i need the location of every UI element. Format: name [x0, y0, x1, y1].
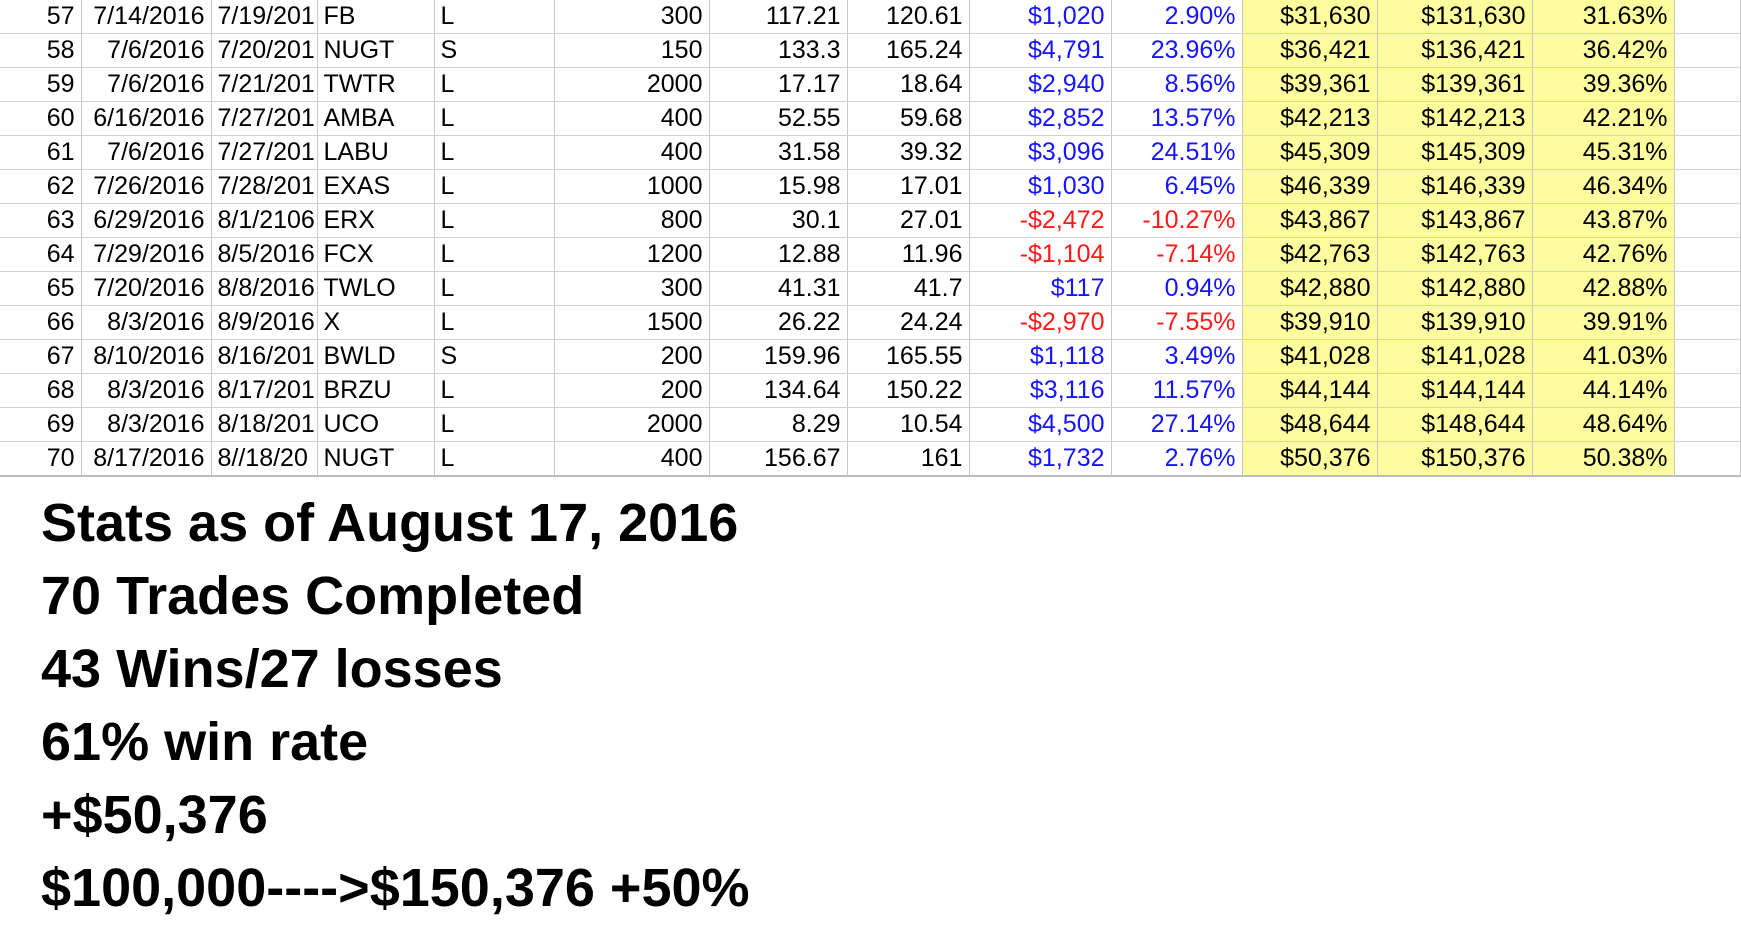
trade-number-cell[interactable]: 70 [0, 442, 81, 477]
trade-number-cell[interactable]: 68 [0, 374, 81, 408]
entry-date-cell[interactable]: 7/29/2016 [81, 238, 211, 272]
cumulative-percent-cell[interactable]: 50.38% [1532, 442, 1674, 477]
shares-cell[interactable]: 300 [554, 0, 709, 34]
empty-cell[interactable] [1674, 272, 1740, 306]
shares-cell[interactable]: 200 [554, 374, 709, 408]
entry-date-cell[interactable]: 8/10/2016 [81, 340, 211, 374]
percent-return-cell[interactable]: 27.14% [1111, 408, 1242, 442]
empty-cell[interactable] [1674, 102, 1740, 136]
entry-price-cell[interactable]: 159.96 [709, 340, 847, 374]
empty-cell[interactable] [1674, 306, 1740, 340]
percent-return-cell[interactable]: 0.94% [1111, 272, 1242, 306]
entry-price-cell[interactable]: 26.22 [709, 306, 847, 340]
symbol-cell[interactable]: LABU [317, 136, 434, 170]
empty-cell[interactable] [1674, 442, 1740, 477]
cumulative-profit-cell[interactable]: $46,339 [1242, 170, 1377, 204]
stats-date-line: Stats as of August 17, 2016 [41, 493, 739, 553]
exit-price-cell[interactable]: 11.96 [847, 238, 969, 272]
entry-date-cell[interactable]: 7/14/2016 [81, 0, 211, 34]
empty-cell[interactable] [1674, 340, 1740, 374]
cumulative-profit-cell[interactable]: $44,144 [1242, 374, 1377, 408]
percent-return-cell[interactable]: 24.51% [1111, 136, 1242, 170]
entry-date-cell[interactable]: 7/20/2016 [81, 272, 211, 306]
cumulative-profit-cell[interactable]: $39,910 [1242, 306, 1377, 340]
empty-cell[interactable] [1674, 204, 1740, 238]
table-row [0, 442, 1740, 477]
exit-price-cell[interactable]: 165.55 [847, 340, 969, 374]
profit-loss-cell[interactable]: $1,732 [969, 442, 1111, 477]
symbol-cell[interactable]: BWLD [317, 340, 434, 374]
profit-loss-cell[interactable]: $1,118 [969, 340, 1111, 374]
entry-price-cell[interactable]: 117.21 [709, 0, 847, 34]
account-balance-cell[interactable]: $144,144 [1377, 374, 1532, 408]
percent-return-cell[interactable]: 3.49% [1111, 340, 1242, 374]
account-balance-cell[interactable]: $131,630 [1377, 0, 1532, 34]
entry-date-cell[interactable]: 7/6/2016 [81, 68, 211, 102]
entry-price-cell[interactable]: 15.98 [709, 170, 847, 204]
exit-price-cell[interactable]: 27.01 [847, 204, 969, 238]
shares-cell[interactable]: 1500 [554, 306, 709, 340]
percent-return-cell[interactable]: 2.76% [1111, 442, 1242, 477]
cumulative-percent-cell[interactable]: 46.34% [1532, 170, 1674, 204]
trades-completed-line: 70 Trades Completed [41, 566, 585, 626]
side-cell[interactable]: S [434, 340, 554, 374]
side-cell[interactable]: L [434, 442, 554, 477]
symbol-cell[interactable]: FB [317, 0, 434, 34]
shares-cell[interactable]: 400 [554, 136, 709, 170]
shares-cell[interactable]: 1200 [554, 238, 709, 272]
side-cell[interactable]: L [434, 238, 554, 272]
percent-return-cell[interactable]: 11.57% [1111, 374, 1242, 408]
cumulative-percent-cell[interactable]: 39.91% [1532, 306, 1674, 340]
table-row [0, 68, 1740, 102]
cumulative-profit-cell[interactable]: $36,421 [1242, 34, 1377, 68]
exit-price-cell[interactable]: 10.54 [847, 408, 969, 442]
cumulative-profit-cell[interactable]: $45,309 [1242, 136, 1377, 170]
cumulative-profit-cell[interactable]: $48,644 [1242, 408, 1377, 442]
account-balance-cell[interactable]: $148,644 [1377, 408, 1532, 442]
shares-cell[interactable]: 400 [554, 442, 709, 477]
side-cell[interactable]: L [434, 272, 554, 306]
cumulative-profit-cell[interactable]: $43,867 [1242, 204, 1377, 238]
entry-date-cell[interactable]: 7/26/2016 [81, 170, 211, 204]
cumulative-percent-cell[interactable]: 39.36% [1532, 68, 1674, 102]
profit-loss-cell[interactable]: $2,940 [969, 68, 1111, 102]
exit-date-cell[interactable]: 7/20/201 [211, 34, 317, 68]
entry-date-cell[interactable]: 8/3/2016 [81, 374, 211, 408]
percent-return-cell[interactable]: 2.90% [1111, 0, 1242, 34]
side-cell[interactable]: L [434, 0, 554, 34]
account-balance-cell[interactable]: $142,213 [1377, 102, 1532, 136]
trade-number-cell[interactable]: 65 [0, 272, 81, 306]
side-cell[interactable]: L [434, 68, 554, 102]
exit-date-cell[interactable]: 8/9/2016 [211, 306, 317, 340]
exit-date-cell[interactable]: 7/27/201 [211, 136, 317, 170]
shares-cell[interactable]: 300 [554, 272, 709, 306]
symbol-cell[interactable]: UCO [317, 408, 434, 442]
exit-price-cell[interactable]: 24.24 [847, 306, 969, 340]
entry-date-cell[interactable]: 6/16/2016 [81, 102, 211, 136]
table-row [0, 34, 1740, 68]
trade-number-cell[interactable]: 57 [0, 0, 81, 34]
profit-loss-cell[interactable]: -$2,970 [969, 306, 1111, 340]
table-row [0, 170, 1740, 204]
entry-price-cell[interactable]: 30.1 [709, 204, 847, 238]
symbol-cell[interactable]: X [317, 306, 434, 340]
wins-losses-line: 43 Wins/27 losses [41, 639, 503, 699]
empty-cell[interactable] [1674, 34, 1740, 68]
exit-price-cell[interactable]: 17.01 [847, 170, 969, 204]
account-growth-line: $100,000---->$150,376 +50% [41, 858, 750, 918]
account-balance-cell[interactable]: $143,867 [1377, 204, 1532, 238]
cumulative-percent-cell[interactable]: 48.64% [1532, 408, 1674, 442]
symbol-cell[interactable]: BRZU [317, 374, 434, 408]
profit-loss-cell[interactable]: -$2,472 [969, 204, 1111, 238]
cumulative-percent-cell[interactable]: 42.88% [1532, 272, 1674, 306]
empty-cell[interactable] [1674, 238, 1740, 272]
win-rate-line: 61% win rate [41, 712, 369, 772]
entry-date-cell[interactable]: 8/17/2016 [81, 442, 211, 477]
account-balance-cell[interactable]: $139,361 [1377, 68, 1532, 102]
trade-number-cell[interactable]: 64 [0, 238, 81, 272]
symbol-cell[interactable]: AMBA [317, 102, 434, 136]
side-cell[interactable]: L [434, 306, 554, 340]
percent-return-cell[interactable]: 23.96% [1111, 34, 1242, 68]
entry-price-cell[interactable]: 31.58 [709, 136, 847, 170]
entry-date-cell[interactable]: 6/29/2016 [81, 204, 211, 238]
symbol-cell[interactable]: NUGT [317, 34, 434, 68]
account-balance-cell[interactable]: $142,880 [1377, 272, 1532, 306]
exit-date-cell[interactable]: 8/5/2016 [211, 238, 317, 272]
cumulative-profit-cell[interactable]: $42,763 [1242, 238, 1377, 272]
table-row [0, 340, 1740, 374]
shares-cell[interactable]: 2000 [554, 408, 709, 442]
cumulative-profit-cell[interactable]: $42,213 [1242, 102, 1377, 136]
entry-price-cell[interactable]: 52.55 [709, 102, 847, 136]
profit-loss-cell[interactable]: -$1,104 [969, 238, 1111, 272]
account-balance-cell[interactable]: $141,028 [1377, 340, 1532, 374]
percent-return-cell[interactable]: -10.27% [1111, 204, 1242, 238]
account-balance-cell[interactable]: $142,763 [1377, 238, 1532, 272]
entry-price-cell[interactable]: 41.31 [709, 272, 847, 306]
entry-date-cell[interactable]: 7/6/2016 [81, 136, 211, 170]
cumulative-profit-cell[interactable]: $50,376 [1242, 442, 1377, 477]
profit-loss-cell[interactable]: $4,500 [969, 408, 1111, 442]
account-balance-cell[interactable]: $146,339 [1377, 170, 1532, 204]
trade-number-cell[interactable]: 66 [0, 306, 81, 340]
empty-cell[interactable] [1674, 408, 1740, 442]
entry-price-cell[interactable]: 156.67 [709, 442, 847, 477]
exit-date-cell[interactable]: 7/21/201 [211, 68, 317, 102]
account-balance-cell[interactable]: $145,309 [1377, 136, 1532, 170]
exit-date-cell[interactable]: 7/27/201 [211, 102, 317, 136]
trade-number-cell[interactable]: 61 [0, 136, 81, 170]
side-cell[interactable]: L [434, 102, 554, 136]
cumulative-percent-cell[interactable]: 41.03% [1532, 340, 1674, 374]
shares-cell[interactable]: 800 [554, 204, 709, 238]
table-row [0, 272, 1740, 306]
empty-cell[interactable] [1674, 136, 1740, 170]
table-row [0, 306, 1740, 340]
exit-price-cell[interactable]: 18.64 [847, 68, 969, 102]
side-cell[interactable]: L [434, 136, 554, 170]
entry-date-cell[interactable]: 7/6/2016 [81, 34, 211, 68]
account-balance-cell[interactable]: $136,421 [1377, 34, 1532, 68]
exit-date-cell[interactable]: 8/1/2106 [211, 204, 317, 238]
total-profit-line: +$50,376 [41, 785, 268, 845]
entry-price-cell[interactable]: 134.64 [709, 374, 847, 408]
exit-date-cell[interactable]: 8/17/201 [211, 374, 317, 408]
percent-return-cell[interactable]: 8.56% [1111, 68, 1242, 102]
empty-cell[interactable] [1674, 170, 1740, 204]
profit-loss-cell[interactable]: $2,852 [969, 102, 1111, 136]
profit-loss-cell[interactable]: $3,096 [969, 136, 1111, 170]
cumulative-percent-cell[interactable]: 31.63% [1532, 0, 1674, 34]
exit-date-cell[interactable]: 8/16/201 [211, 340, 317, 374]
exit-price-cell[interactable]: 39.32 [847, 136, 969, 170]
side-cell[interactable]: L [434, 204, 554, 238]
trade-number-cell[interactable]: 63 [0, 204, 81, 238]
account-balance-cell[interactable]: $139,910 [1377, 306, 1532, 340]
trade-number-cell[interactable]: 62 [0, 170, 81, 204]
symbol-cell[interactable]: TWLO [317, 272, 434, 306]
entry-price-cell[interactable]: 17.17 [709, 68, 847, 102]
entry-date-cell[interactable]: 8/3/2016 [81, 306, 211, 340]
table-row [0, 204, 1740, 238]
shares-cell[interactable]: 400 [554, 102, 709, 136]
table-row [0, 102, 1740, 136]
empty-cell[interactable] [1674, 0, 1740, 34]
trade-number-cell[interactable]: 67 [0, 340, 81, 374]
table-row [0, 136, 1740, 170]
entry-date-cell[interactable]: 8/3/2016 [81, 408, 211, 442]
exit-price-cell[interactable]: 41.7 [847, 272, 969, 306]
entry-price-cell[interactable]: 133.3 [709, 34, 847, 68]
profit-loss-cell[interactable]: $1,030 [969, 170, 1111, 204]
trade-number-cell[interactable]: 69 [0, 408, 81, 442]
side-cell[interactable]: L [434, 170, 554, 204]
table-row [0, 0, 1740, 34]
exit-price-cell[interactable]: 165.24 [847, 34, 969, 68]
account-balance-cell[interactable]: $150,376 [1377, 442, 1532, 477]
cumulative-percent-cell[interactable]: 42.76% [1532, 238, 1674, 272]
exit-price-cell[interactable]: 161 [847, 442, 969, 477]
cumulative-percent-cell[interactable]: 42.21% [1532, 102, 1674, 136]
cumulative-profit-cell[interactable]: $31,630 [1242, 0, 1377, 34]
entry-price-cell[interactable]: 12.88 [709, 238, 847, 272]
empty-cell[interactable] [1674, 68, 1740, 102]
exit-date-cell[interactable]: 8/8/2016 [211, 272, 317, 306]
trades-table-body [0, 0, 1740, 476]
shares-cell[interactable]: 1000 [554, 170, 709, 204]
exit-price-cell[interactable]: 120.61 [847, 0, 969, 34]
exit-date-cell[interactable]: 8//18/20 [211, 442, 317, 477]
exit-date-cell[interactable]: 7/28/201 [211, 170, 317, 204]
cumulative-percent-cell[interactable]: 45.31% [1532, 136, 1674, 170]
shares-cell[interactable]: 200 [554, 340, 709, 374]
entry-price-cell[interactable]: 8.29 [709, 408, 847, 442]
table-row [0, 238, 1740, 272]
cumulative-percent-cell[interactable]: 36.42% [1532, 34, 1674, 68]
symbol-cell[interactable]: NUGT [317, 442, 434, 477]
percent-return-cell[interactable]: -7.55% [1111, 306, 1242, 340]
percent-return-cell[interactable]: -7.14% [1111, 238, 1242, 272]
side-cell[interactable]: L [434, 374, 554, 408]
profit-loss-cell[interactable]: $1,020 [969, 0, 1111, 34]
cumulative-profit-cell[interactable]: $41,028 [1242, 340, 1377, 374]
exit-date-cell[interactable]: 8/18/201 [211, 408, 317, 442]
profit-loss-cell[interactable]: $3,116 [969, 374, 1111, 408]
exit-price-cell[interactable]: 59.68 [847, 102, 969, 136]
profit-loss-cell[interactable]: $4,791 [969, 34, 1111, 68]
trade-number-cell[interactable]: 58 [0, 34, 81, 68]
table-row [0, 408, 1740, 442]
table-row [0, 374, 1740, 408]
exit-price-cell[interactable]: 150.22 [847, 374, 969, 408]
symbol-cell[interactable]: TWTR [317, 68, 434, 102]
side-cell[interactable]: S [434, 34, 554, 68]
exit-date-cell[interactable]: 7/19/201 [211, 0, 317, 34]
trade-number-cell[interactable]: 59 [0, 68, 81, 102]
profit-loss-cell[interactable]: $117 [969, 272, 1111, 306]
cumulative-percent-cell[interactable]: 44.14% [1532, 374, 1674, 408]
symbol-cell[interactable]: ERX [317, 204, 434, 238]
shares-cell[interactable]: 2000 [554, 68, 709, 102]
percent-return-cell[interactable]: 6.45% [1111, 170, 1242, 204]
shares-cell[interactable]: 150 [554, 34, 709, 68]
empty-cell[interactable] [1674, 374, 1740, 408]
symbol-cell[interactable]: FCX [317, 238, 434, 272]
side-cell[interactable]: L [434, 408, 554, 442]
percent-return-cell[interactable]: 13.57% [1111, 102, 1242, 136]
trade-number-cell[interactable]: 60 [0, 102, 81, 136]
stats-summary [41, 487, 750, 925]
symbol-cell[interactable]: EXAS [317, 170, 434, 204]
cumulative-percent-cell[interactable]: 43.87% [1532, 204, 1674, 238]
cumulative-profit-cell[interactable]: $39,361 [1242, 68, 1377, 102]
cumulative-profit-cell[interactable]: $42,880 [1242, 272, 1377, 306]
